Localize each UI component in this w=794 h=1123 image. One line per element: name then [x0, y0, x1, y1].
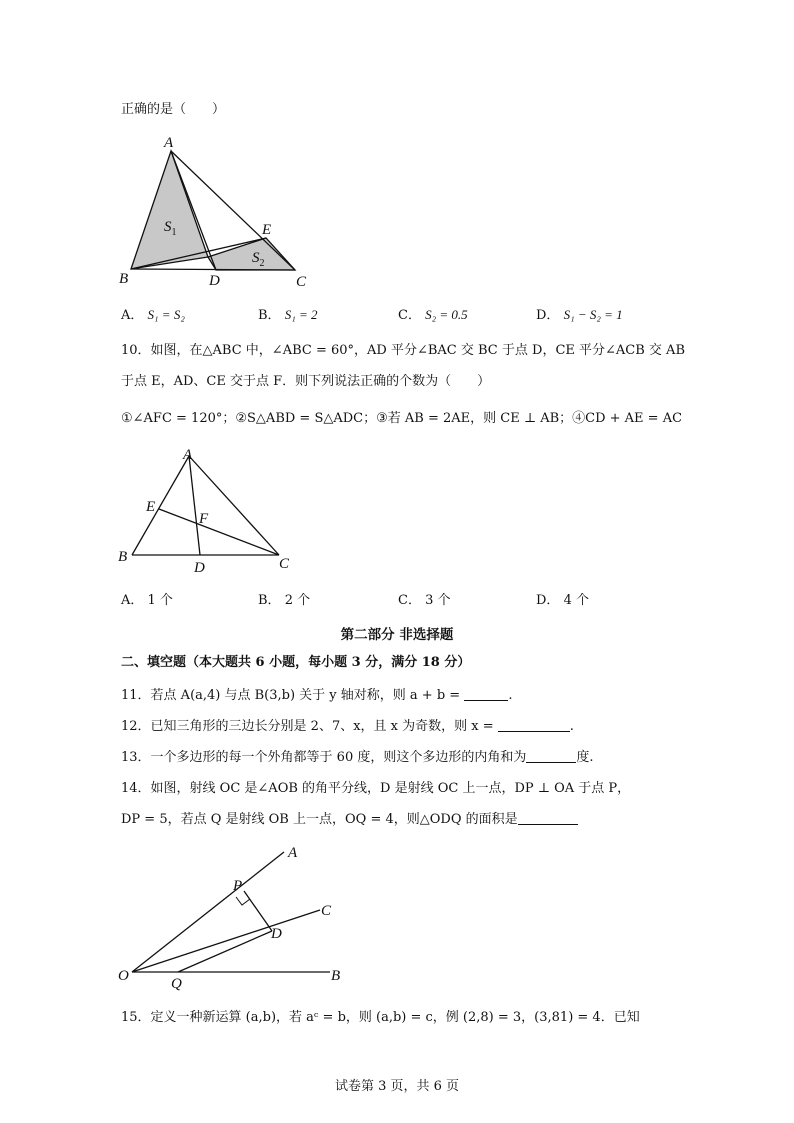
q9-label-d: D: [209, 273, 220, 289]
q9-label-c: C: [296, 274, 307, 290]
q14-ray-oc: [132, 910, 320, 972]
q10-line1: 10．如图，在△ABC 中，∠ABC = 60°，AD 平分∠BAC 交 BC 于点 D，CE 平分∠ACB 交 AB: [121, 343, 685, 358]
q14-line1: 14．如图，射线 OC 是∠AOB 的角平分线，D 是射线 OC 上一点，DP ⊥ OA 于点 P，: [121, 781, 631, 796]
q10-option-c[interactable]: C． 3 个: [398, 593, 451, 608]
q9-intro: 正确的是（ ）: [121, 102, 226, 117]
q10-line3: ①∠AFC = 120°；②S△ABD = S△ADC；③若 AB = 2AE，则 CE ⊥ AB；④CD + AE = AC: [121, 411, 683, 426]
q14-segment-dp: [244, 891, 272, 931]
q11-answer-blank[interactable]: [464, 686, 508, 701]
q14-label-q: Q: [171, 976, 182, 992]
q14-label-b: B: [331, 968, 341, 984]
q9-option-d[interactable]: D． S₁ − S₂ = 1: [536, 307, 623, 323]
q9-option-b[interactable]: B． S₁ = 2: [258, 307, 318, 323]
part2-title: 第二部分 非选择题: [340, 627, 454, 643]
q14-label-p: P: [233, 878, 243, 894]
q10-label-f: F: [199, 511, 209, 527]
q15-text: 15．定义一种新运算 (a,b)，若 aᶜ = b，则 (a,b) = c，例 (2,8) = 3，(3,81) = 4．已知: [121, 1010, 640, 1025]
q13-text: 13．一个多边形的每一个外角都等于 60 度，则这个多边形的内角和为: [121, 750, 527, 765]
q14-label-a: A: [288, 845, 298, 861]
q10-side-ab: [132, 456, 189, 555]
q11-end: .: [508, 688, 513, 703]
q10-label-d: D: [194, 560, 205, 576]
page-footer: 试卷第 3 页，共 6 页: [334, 1079, 460, 1094]
q9-figure: [110, 133, 320, 293]
q14-line2: DP = 5，若点 Q 是射线 OB 上一点，OQ = 4，则△ODQ 的面积是: [121, 810, 578, 830]
q14-label-d: D: [271, 926, 282, 942]
q12: [121, 717, 574, 737]
q10-segment-ce: [159, 509, 279, 555]
q10-option-d[interactable]: D． 4 个: [536, 593, 589, 608]
q9-label-b: B: [119, 271, 129, 287]
q12-text: 12．已知三角形的三边长分别是 2、7、x，且 x 为奇数，则 x =: [121, 719, 494, 734]
q10-option-a[interactable]: A． 1 个: [121, 593, 173, 608]
q9-label-s2: $S_2$: [252, 250, 265, 269]
q10-option-b[interactable]: B． 2 个: [258, 593, 311, 608]
q10-label-b: B: [118, 549, 128, 565]
q10-segment-ad: [189, 456, 200, 555]
q14-label-c: C: [321, 903, 332, 919]
q9-option-c[interactable]: C． S₂ = 0.5: [398, 307, 468, 323]
q14-right-angle-mark: [236, 897, 250, 905]
q14-answer-blank[interactable]: [518, 810, 578, 825]
q10-label-a: A: [183, 447, 193, 463]
q11: [121, 686, 512, 706]
section2-heading: 二、填空题（本大题共 6 小题，每小题 3 分，满分 18 分）: [121, 655, 471, 670]
q10-label-c: C: [279, 556, 290, 572]
q9-region-s1: [131, 151, 208, 269]
q14-ray-oa: [132, 852, 284, 972]
q14-label-o: O: [118, 968, 129, 984]
q10-side-ac: [189, 456, 279, 555]
q13: [121, 748, 594, 768]
q11-text: 11．若点 A(a,4) 与点 B(3,b) 关于 y 轴对称，则 a + b =: [121, 688, 461, 703]
q9-option-a[interactable]: A． S₁ = S₂: [121, 307, 185, 323]
q10-label-e: E: [146, 499, 156, 515]
q9-label-s1: $S_1$: [164, 219, 177, 238]
q13-answer-blank[interactable]: [526, 748, 576, 763]
q12-end: .: [569, 719, 574, 734]
q10-line2: 于点 E，AD、CE 交于点 F．则下列说法正确的个数为（ ）: [121, 374, 491, 389]
q14-figure: [112, 838, 352, 993]
q13-end: 度.: [576, 750, 594, 765]
q9-label-a: A: [164, 135, 174, 151]
q12-answer-blank[interactable]: [498, 717, 570, 732]
q10-figure: [115, 446, 305, 576]
q9-label-e: E: [262, 222, 272, 238]
